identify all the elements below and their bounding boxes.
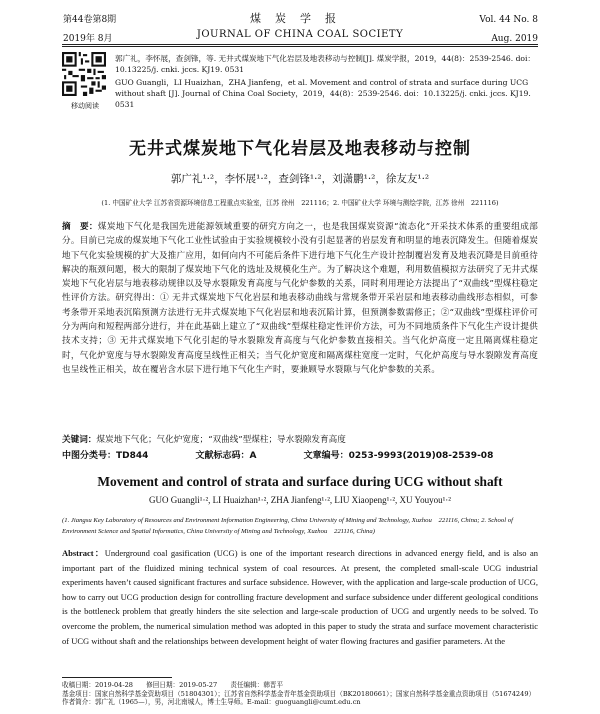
article-number: 文章编号：0253-9993(2019)08-2539-08 bbox=[303, 451, 494, 461]
abstract-en-label: Abstract： bbox=[62, 548, 105, 558]
journal-title-cn: 煤炭学报 bbox=[250, 12, 350, 25]
document-code: 文献标志码：A bbox=[195, 451, 257, 461]
footnote-author: 作者简介：郭广礼（1965—），男，河北南城人，博士生导师。E-mail：guoguangli@cumt.edu.cn bbox=[62, 698, 361, 707]
journal-title-en: JOURNAL OF CHINA COAL SOCIETY bbox=[196, 29, 404, 40]
authors-en: GUO Guangli¹·², LI Huaizhan¹·², ZHA Jianfeng¹·², LIU Xiaopeng¹·², XU Youyou¹·² bbox=[149, 495, 451, 505]
header-rule-thin bbox=[62, 46, 538, 47]
footnote-fund: 基金项目：国家自然科学基金资助项目（51804301）；江苏省自然科学基金青年基金资助项目（BK20180661）；国家自然科学基金重点资助项目（51674249） bbox=[62, 689, 536, 698]
abstract-en-text: Underground coal gasification (UCG) is one of the important research directions in advanced energy field, and is also an important part of the fluidized mining technical system of coal resources. At present, the completed small-scale UCG industrial experiments haven’t caused significant fractures and surface subsidence. However, with the application and large-scale production of UCG, how to carry out UCG production design for controlling fracture development and surface subsidence under different geological conditions is the bottleneck problem that greatly hinders the site selection and large-scale production of UCG and urgently needs to be solved. To overcome the problem, the numerical simulation method was adopted in this paper to study the strata and surface movement characteristic of UCG without shaft and the relationships between development height of water flowing fractures and gasifier parameters. At the bbox=[62, 548, 538, 646]
footnote-rule bbox=[62, 677, 172, 678]
citation-en: GUO Guangli，LI Huaizhan，ZHA Jianfeng，et al. Movement and control of strata and surface during UCG without shaft [J]. Journal of China Coal Society，2019，44(8)：2539-2546. doi：10.13225/j. cnki. jccs. KJ19. 0531 bbox=[115, 78, 531, 109]
qr-label: 移动阅读 bbox=[71, 102, 99, 110]
header-volume-cn: 第44卷第8期 2019年 8月 bbox=[63, 15, 117, 44]
clc-number: 中图分类号：TD844 bbox=[62, 451, 149, 461]
abstract-cn-label: 摘 要： bbox=[62, 222, 98, 232]
qr-code-icon[interactable] bbox=[62, 52, 106, 96]
abstract-en bbox=[62, 546, 538, 648]
authors-cn: 郭广礼¹·²，李怀展¹·²，查剑锋¹·²，刘潇鹏¹·²，徐友友¹·² bbox=[170, 173, 430, 185]
citation-cn: 郭广礼，李怀展，查剑锋，等. 无井式煤炭地下气化岩层及地表移动与控制[J]. 煤炭学报，2019，44(8)：2539-2546. doi：10.13225/j. cnki. jccs. KJ19. 0531 bbox=[115, 54, 536, 74]
page-title-cn: 无井式煤炭地下气化岩层及地表移动与控制 bbox=[129, 139, 471, 159]
abstract-cn-text: 煤炭地下气化是我国先进能源领域重要的研究方向之一，也是我国煤炭资源“流态化”开采技术体系的重要组成部分。目前已完成的煤炭地下气化工业性试验由于实验规模较小没有引起显著的岩层发育和明显的地表沉降发生。但随着煤炭地下气化实验规模的扩大及推广应用，如何向内不可能后条件下进行地下气化生产设计控制覆岩发育及地表沉降是目前亟待解决的瓶颈问题，极大的限制了煤炭地下气化的选址及规模化生产。为了解决这个难题，利用数值模拟方法研究了无井式煤炭地下气化岩层与地表移动规律以及导水裂隙发育高度与气化炉参数的关系，同时利用理论方法提出了“双曲线”型煤柱稳定性评价方法。研究得出：① 无井式煤炭地下气化岩层和地表移动曲线与常规条带开采岩层和地表移动曲线形态相似，可参考条带开采地表沉陷预测方法进行无井式煤炭地下气化岩层和地表沉陷计算，但预测参数需修正；②“双曲线”型煤柱评价可分为两向和短程两部分进行，并在此基础上建立了“双曲线”型煤柱稳定性评价方法，可为不同地质条件下气化生产设计提供技术支持；③ 无井式煤炭地下气化引起的导水裂隙发育高度与气化炉参数直接相关。当气化炉高度一定且隔离煤柱稳定时，气化炉宽度与导水裂隙发育高度呈线性正相关；当气化炉宽度和隔离煤柱宽度一定时，气化炉高度与导水裂隙发育高度也呈线性正相关，故在覆岩含水层下进行地下气化生产时，要兼顾导水裂隙与气化炉参数的关系。 bbox=[62, 222, 538, 375]
footnote-received: 收稿日期：2019-04-28 修回日期：2019-05-27 责任编辑：韩晋平 bbox=[62, 681, 284, 689]
affiliation-en: (1. Jiangsu Key Laboratory of Resources and Environment Information Engineering, China University of Mining and Technology, Xuzhou 221116, China; 2. School of Environment Science and Spatial Informatics, China University of Mining and Technology, Xuzhou 221116, China) bbox=[62, 517, 513, 535]
page-title-en: Movement and control of strata and surface during UCG without shaft bbox=[97, 474, 503, 489]
keywords-cn-label: 关键词： bbox=[62, 435, 97, 445]
footnotes bbox=[62, 681, 542, 707]
header-volume-en: Vol. 44 No. 8 Aug. 2019 bbox=[479, 15, 538, 44]
classification-line bbox=[62, 448, 538, 461]
abstract-cn bbox=[62, 220, 538, 377]
affiliation-cn: (1. 中国矿业大学 江苏省资源环境信息工程重点实验室，江苏 徐州 221116；2. 中国矿业大学 环境与测绘学院，江苏 徐州 221116) bbox=[101, 199, 499, 207]
keywords-cn-text: 煤炭地下气化；气化炉宽度；“双曲线”型煤柱；导水裂隙发育高度 bbox=[96, 435, 346, 445]
keywords-cn bbox=[62, 433, 538, 445]
header-rule bbox=[62, 44, 538, 45]
